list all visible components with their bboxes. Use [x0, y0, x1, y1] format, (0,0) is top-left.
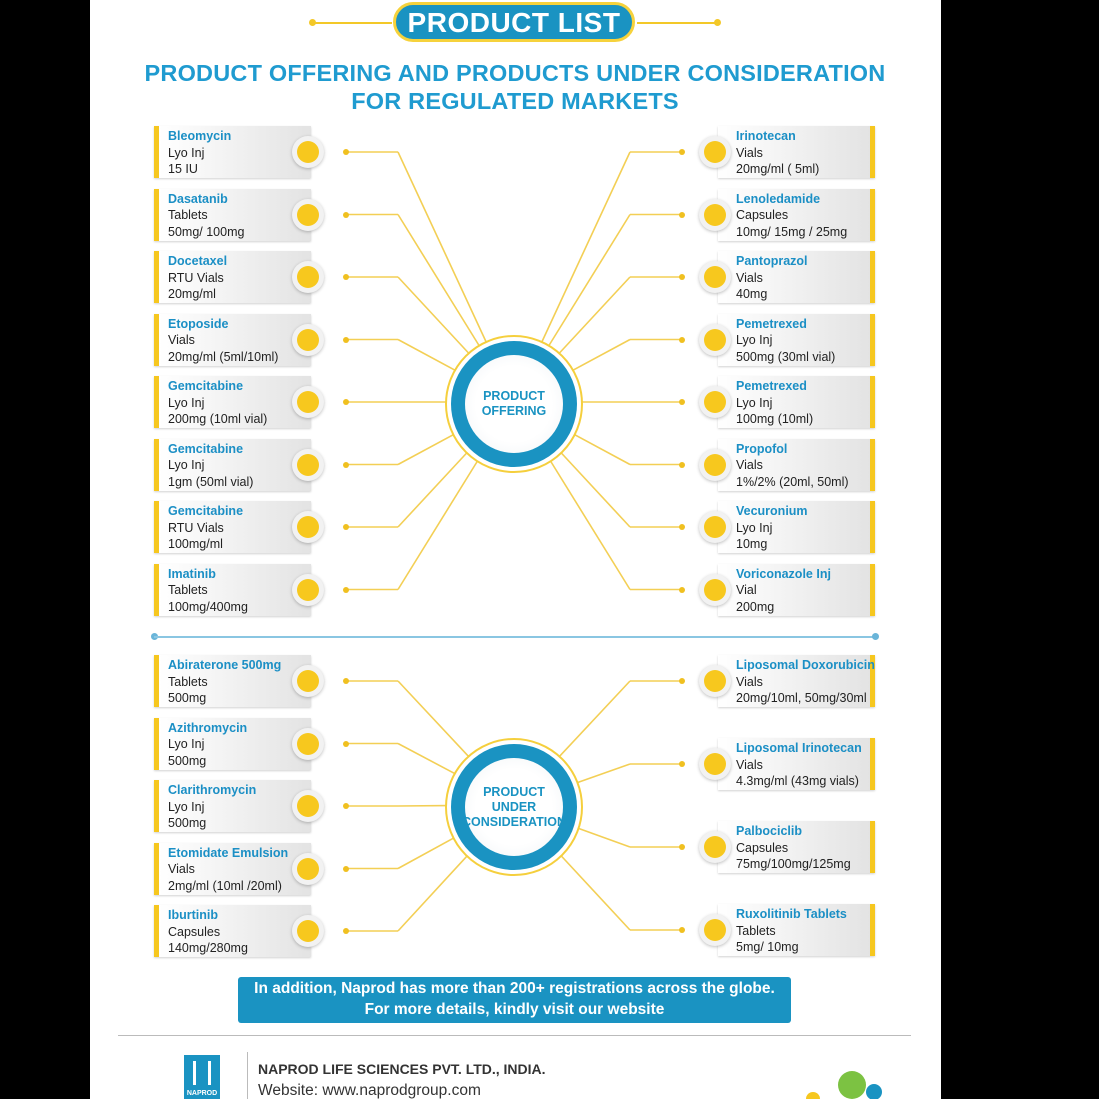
product-form: Vials — [736, 458, 763, 472]
product-strength: 200mg (10ml vial) — [168, 412, 268, 426]
website-link[interactable]: Website: www.naprodgroup.com — [258, 1082, 481, 1099]
connector-spoke — [398, 277, 469, 354]
connector-spoke — [549, 215, 630, 346]
company-name: NAPROD LIFE SCIENCES PVT. LTD., INDIA. — [258, 1061, 546, 1077]
product-form: Vials — [736, 674, 763, 689]
molecule-decoration-dot-icon — [806, 1092, 820, 1099]
connector-dot — [679, 149, 685, 155]
product-card — [154, 314, 311, 366]
product-bullet-icon — [699, 574, 731, 606]
product-strength: 40mg — [736, 287, 768, 301]
product-bullet-icon — [699, 261, 731, 293]
product-name: Vecuronium — [736, 504, 808, 518]
product-form: Tablets — [168, 674, 208, 689]
product-strength: 20mg/ml ( 5ml) — [736, 162, 820, 176]
product-bullet-icon — [292, 386, 324, 418]
product-card — [154, 905, 311, 957]
product-card-text — [736, 191, 847, 241]
product-form: Tablets — [168, 208, 208, 222]
product-bullet-icon — [292, 324, 324, 356]
product-strength: 100mg/ml — [168, 537, 223, 551]
connector-spoke — [398, 681, 469, 757]
product-strength: 500mg (30ml vial) — [736, 349, 836, 364]
product-name: Docetaxel — [168, 254, 228, 268]
product-card — [154, 189, 311, 241]
product-strength: 50mg/ 100mg — [168, 224, 245, 239]
connector-spoke — [398, 450, 469, 527]
product-strength: 140mg/280mg — [168, 941, 248, 955]
connector-dot — [343, 524, 349, 530]
connector-spoke — [398, 744, 456, 775]
product-bullet-icon — [699, 511, 731, 543]
connector-dot — [679, 524, 685, 530]
section-divider — [154, 636, 876, 638]
divider-dot-right — [872, 633, 879, 640]
product-name: Gemcitabine — [168, 441, 244, 456]
footer-divider — [247, 1052, 248, 1099]
connector-spoke — [576, 764, 630, 783]
connector-spoke — [572, 433, 630, 464]
product-bullet-icon — [292, 136, 324, 168]
consideration-hub-line-2: UNDER — [491, 799, 537, 814]
product-form: Vial — [736, 583, 757, 597]
connector-spoke — [549, 458, 630, 589]
naprod-logo — [184, 1055, 220, 1099]
product-form: RTU Vials — [168, 270, 224, 285]
product-strength: 20mg/ml — [168, 287, 216, 301]
connector-dot — [343, 462, 349, 468]
connector-spoke — [559, 277, 630, 354]
product-name: Abiraterone 500mg — [168, 658, 282, 672]
product-card-text — [168, 253, 227, 303]
footer-rule — [118, 1035, 911, 1036]
product-name: Lenoledamide — [736, 191, 821, 206]
connector-dot — [679, 274, 685, 280]
product-name: Pemetrexed — [736, 316, 807, 331]
product-card — [718, 314, 875, 366]
product-name: Imatinib — [168, 566, 216, 581]
product-card-text — [168, 503, 243, 553]
title-line-left — [312, 22, 392, 24]
product-card — [154, 843, 311, 895]
connector-dot — [679, 399, 685, 405]
product-name: Gemcitabine — [168, 379, 244, 393]
title-dot-right — [714, 19, 721, 26]
connector-spoke — [576, 827, 630, 847]
product-form: Lyo Inj — [168, 799, 205, 814]
product-bullet-icon — [699, 324, 731, 356]
product-bullet-icon — [699, 831, 731, 863]
connector-spoke — [559, 450, 630, 527]
product-bullet-icon — [699, 136, 731, 168]
connector-spoke — [398, 837, 456, 869]
product-strength: 500mg — [168, 691, 207, 705]
product-card-text — [736, 441, 849, 491]
product-bullet-icon — [699, 748, 731, 780]
product-name: Etomidate Emulsion — [168, 845, 289, 860]
consideration-hub — [462, 758, 566, 856]
title-dot-left — [309, 19, 316, 26]
product-card — [718, 251, 875, 303]
title-line-right — [637, 22, 717, 24]
product-form: Tablets — [736, 923, 776, 938]
product-form: Vials — [168, 862, 195, 876]
product-bullet-icon — [292, 728, 324, 760]
product-name: Liposomal Irinotecan — [736, 741, 862, 755]
product-card — [154, 251, 311, 303]
offering-hub-line-2: OFFERING — [481, 404, 547, 418]
product-card-text — [736, 128, 819, 178]
product-bullet-icon — [292, 574, 324, 606]
consideration-hub-line-1: PRODUCT — [483, 784, 545, 799]
connector-dot — [679, 587, 685, 593]
page-title: PRODUCT LIST — [393, 2, 635, 42]
product-card-text — [736, 823, 851, 873]
product-card — [154, 718, 311, 770]
connector-spoke — [559, 681, 630, 757]
product-card-text — [736, 657, 875, 707]
product-card-text — [736, 378, 813, 428]
product-bullet-icon — [699, 914, 731, 946]
connector-dot — [343, 399, 349, 405]
molecule-decoration-small-icon — [866, 1084, 882, 1099]
product-list-page — [90, 0, 941, 1099]
connector-dot — [343, 928, 349, 934]
product-bullet-icon — [699, 386, 731, 418]
connector-dot — [679, 844, 685, 850]
product-card-text — [168, 441, 253, 491]
product-strength: 200mg — [736, 599, 775, 614]
product-card-text — [168, 907, 248, 957]
product-card — [718, 738, 875, 790]
product-card — [154, 564, 311, 616]
product-bullet-icon — [292, 511, 324, 543]
offering-hub-line-1: PRODUCT — [483, 389, 545, 403]
product-name: Etoposide — [168, 316, 229, 331]
product-strength: 2mg/ml (10ml /20ml) — [168, 878, 282, 893]
connector-dot — [343, 866, 349, 872]
product-bullet-icon — [292, 790, 324, 822]
product-strength: 10mg/ 15mg / 25mg — [736, 224, 848, 239]
logo-text: NAPROD — [186, 1090, 218, 1097]
product-strength: 15 IU — [168, 162, 198, 176]
product-name: Iburtinib — [168, 908, 218, 922]
product-card — [718, 189, 875, 241]
product-card-text — [168, 782, 256, 832]
product-form: Capsules — [168, 924, 221, 939]
product-card-text — [168, 845, 288, 895]
product-bullet-icon — [292, 853, 324, 885]
product-strength: 4.3mg/ml (43mg vials) — [736, 774, 859, 788]
consideration-hub-line-3: CONSIDERATION — [462, 814, 566, 829]
product-form: Lyo Inj — [736, 520, 773, 535]
banner-line-2: For more details, kindly visit our website — [364, 1001, 665, 1018]
product-name: Gemcitabine — [168, 504, 244, 518]
connector-spoke — [398, 458, 479, 589]
connector-dot — [679, 761, 685, 767]
connector-dot — [343, 274, 349, 280]
product-card-text — [168, 720, 247, 770]
product-strength: 20mg/ml (5ml/10ml) — [168, 349, 279, 364]
product-card — [718, 904, 875, 956]
product-card — [718, 564, 875, 616]
product-card-text — [168, 128, 231, 178]
registrations-banner — [238, 977, 791, 1023]
connector-dot — [343, 212, 349, 218]
product-bullet-icon — [292, 915, 324, 947]
product-form: Lyo Inj — [736, 333, 773, 347]
product-card — [718, 655, 875, 707]
connector-dot — [679, 212, 685, 218]
product-form: Lyo Inj — [168, 145, 205, 160]
product-name: Irinotecan — [736, 129, 796, 143]
connector-dot — [679, 337, 685, 343]
product-name: Palbociclib — [736, 824, 802, 838]
product-card — [154, 780, 311, 832]
product-card-text — [736, 740, 862, 790]
heading-line-1: PRODUCT OFFERING AND PRODUCTS UNDER CONSIDERATION — [144, 60, 886, 86]
product-form: Lyo Inj — [168, 395, 205, 410]
product-strength: 1%/2% (20ml, 50ml) — [736, 474, 849, 489]
product-strength: 1gm (50ml vial) — [168, 474, 254, 489]
product-strength: 500mg — [168, 816, 207, 830]
product-name: Propofol — [736, 441, 788, 456]
product-card-text — [736, 566, 831, 616]
product-card-text — [168, 316, 278, 366]
product-card — [154, 126, 311, 178]
product-card-text — [168, 191, 244, 241]
product-bullet-icon — [699, 449, 731, 481]
product-name: Bleomycin — [168, 129, 232, 143]
product-form: Vials — [736, 270, 763, 285]
product-card-text — [168, 566, 248, 616]
connector-spoke — [398, 215, 479, 346]
product-name: Ruxolitinib Tablets — [736, 907, 847, 921]
product-name: Pemetrexed — [736, 379, 807, 393]
product-card-text — [168, 378, 267, 428]
product-form: Capsules — [736, 840, 789, 855]
product-form: Vials — [736, 757, 763, 772]
product-bullet-icon — [292, 665, 324, 697]
connector-dot — [343, 149, 349, 155]
product-bullet-icon — [292, 449, 324, 481]
product-form: Lyo Inj — [168, 737, 205, 751]
product-card-text — [736, 503, 808, 553]
product-card — [154, 439, 311, 491]
connector-dot — [343, 587, 349, 593]
product-strength: 500mg — [168, 753, 207, 768]
connector-spoke — [559, 853, 630, 930]
product-form: RTU Vials — [168, 520, 224, 535]
product-form: Tablets — [168, 583, 208, 597]
connector-dot — [343, 803, 349, 809]
connector-dot — [343, 741, 349, 747]
product-strength: 10mg — [736, 537, 768, 551]
product-name: Pantoprazol — [736, 254, 808, 268]
product-card-text — [736, 253, 808, 303]
connector-dot — [679, 678, 685, 684]
connector-spoke — [572, 340, 630, 371]
connector-spoke — [398, 854, 469, 931]
connector-dot — [343, 337, 349, 343]
product-bullet-icon — [292, 199, 324, 231]
product-card — [718, 821, 875, 873]
heading-line-2: FOR REGULATED MARKETS — [351, 88, 679, 114]
product-card — [154, 376, 311, 428]
product-name: Liposomal Doxorubicin — [736, 658, 875, 672]
connector-spoke — [542, 152, 630, 342]
product-bullet-icon — [699, 665, 731, 697]
product-name: Voriconazole Inj — [736, 566, 831, 581]
product-card — [718, 439, 875, 491]
product-card — [718, 501, 875, 553]
product-card — [154, 501, 311, 553]
product-card — [718, 126, 875, 178]
product-strength: 100mg (10ml) — [736, 412, 814, 426]
product-card-text — [168, 657, 281, 707]
offering-hub — [465, 355, 563, 453]
connector-spoke — [398, 340, 456, 371]
product-card — [154, 655, 311, 707]
product-form: Lyo Inj — [736, 395, 773, 410]
product-card — [718, 376, 875, 428]
product-strength: 75mg/100mg/125mg — [736, 857, 851, 871]
product-name: Clarithromycin — [168, 783, 257, 797]
product-name: Dasatanib — [168, 191, 228, 206]
product-strength: 20mg/10ml, 50mg/30ml — [736, 691, 867, 705]
connector-dot — [343, 678, 349, 684]
connector-spoke — [398, 433, 456, 464]
product-card-text — [736, 906, 847, 956]
product-strength: 5mg/ 10mg — [736, 940, 799, 954]
product-form: Vials — [168, 333, 195, 347]
connector-dot — [679, 927, 685, 933]
product-bullet-icon — [292, 261, 324, 293]
product-form: Lyo Inj — [168, 458, 205, 472]
product-form: Capsules — [736, 208, 789, 222]
product-form: Vials — [736, 145, 763, 160]
product-bullet-icon — [699, 199, 731, 231]
connector-spoke — [398, 152, 486, 342]
connector-dot — [679, 462, 685, 468]
product-strength: 100mg/400mg — [168, 599, 248, 614]
logo-mark-icon — [193, 1061, 211, 1085]
product-name: Azithromycin — [168, 720, 248, 735]
molecule-decoration-icon — [838, 1071, 866, 1099]
product-card-text — [736, 316, 835, 366]
banner-line-1: In addition, Naprod has more than 200+ registrations across the globe. — [254, 980, 775, 997]
